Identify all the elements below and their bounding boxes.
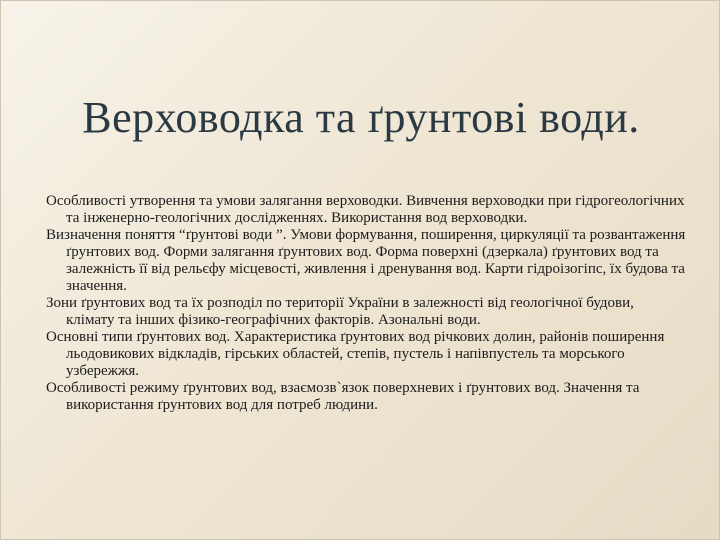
body-text-list <box>46 193 686 414</box>
list-item: Особливості утворення та умови залягання верховодки. Вивчення верховодки при гідрогеологічних та інженерно-геологічних дослідженнях. Використання вод верховодки. <box>46 193 685 226</box>
list-item: Визначення поняття “ґрунтові води ”. Умови формування, поширення, циркуляції та розвантаження ґрунтових вод. Форми залягання ґрунтових вод. Форма поверхні (дзеркала) ґрунтових вод та залежність її від рельєфу місцевості, живлення і дренування вод. Карти гідроізогіпс, їх будова та значення. <box>46 227 686 294</box>
list-item: Зони ґрунтових вод та їх розподіл по території України в залежності від геологічної будови, клімату та інших фізико-географічних факторів. Азональні води. <box>46 295 634 328</box>
list-item: Особливості режиму ґрунтових вод, взаємозв`язок поверхневих і ґрунтових вод. Значення та використання ґрунтових вод для потреб людини. <box>46 380 640 413</box>
list-item: Основні типи ґрунтових вод. Характеристика ґрунтових вод річкових долин, районів поширення льодовикових відкладів, гірських областей, степів, пустель і напівпустель та морського узбережжя. <box>46 329 665 379</box>
slide-title: Верховодка та ґрунтові води. <box>82 93 640 142</box>
